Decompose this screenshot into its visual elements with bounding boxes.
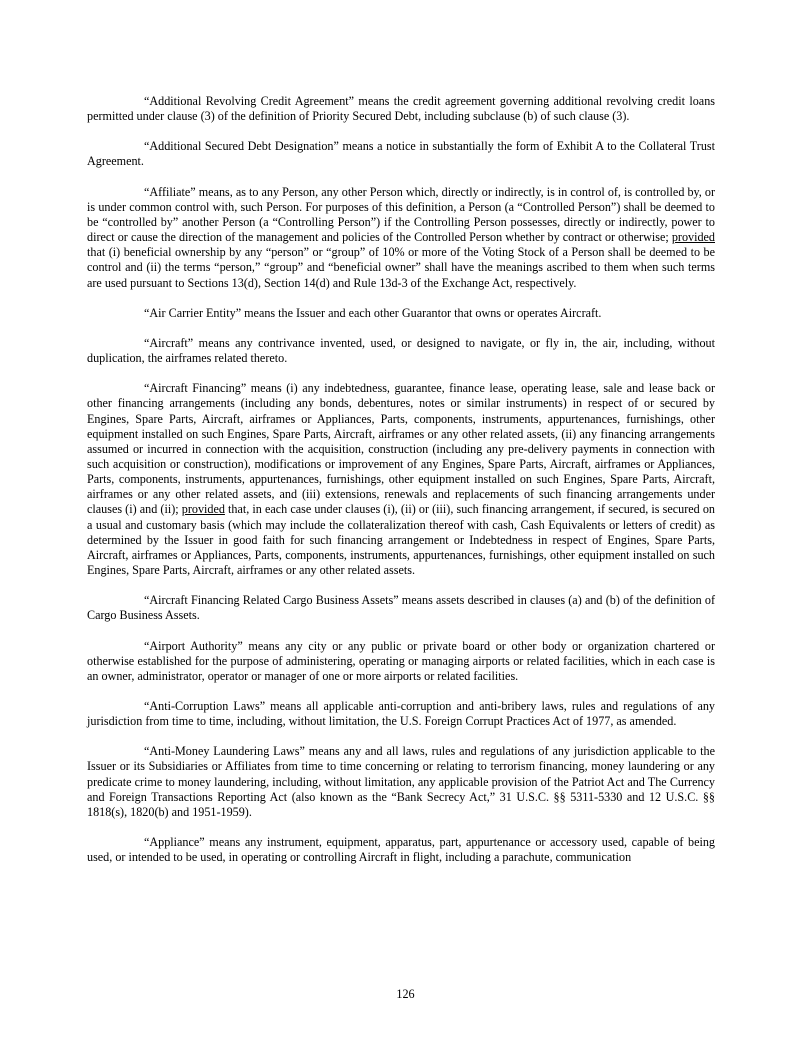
definition-aircraft: “Aircraft” means any contrivance invented, used, or designed to navigate, or fly in, the air, including, without duplication, the airframes related thereto. [87, 335, 715, 366]
definition-additional-revolving-credit-agreement: “Additional Revolving Credit Agreement” means the credit agreement governing additional revolving credit loans permitted under clause (3) of the definition of Priority Secured Debt, including subclause (b) of such clause (3). [87, 94, 715, 124]
definition-additional-secured-debt-designation: “Additional Secured Debt Designation” means a notice in substantially the form of Exhibit A to the Collateral Trust Agreement. [87, 139, 715, 169]
provided-underline: provided [671, 230, 715, 245]
provided-underline: provided [181, 502, 225, 517]
definition-affiliate [87, 185, 715, 291]
definition-aircraft-financing-related-cargo-business-assets: “Aircraft Financing Related Cargo Business Assets” means assets described in clauses (a) and (b) of the definition of Cargo Business Assets. [87, 593, 715, 623]
definition-aircraft-financing-part-b: that, in each case under clauses (i), (ii) or (iii), such financing arrangement, if secured, is secured on a usual and customary basis (which may include the collateralization thereof with cash, Cash Equivalents or letters of credit) as determined by the Issuer in good faith for such financing arrangement or Indebtedness in respect of Engines, Spare Parts, Aircraft, airframes or Appliances, Parts, components, instruments, appurtenances, furnishings, other equipment installed on such Engines, Spare Parts, Aircraft, airframes or any other related assets. [87, 502, 715, 578]
definition-anti-money-laundering-laws: “Anti-Money Laundering Laws” means any and all laws, rules and regulations of any jurisdiction applicable to the Issuer or its Subsidiaries or Affiliates from time to time concerning or relating to terrorism financing, money laundering or any predicate crime to money laundering, including, without limitation, any applicable provision of the Patriot Act and The Currency and Foreign Transactions Reporting Act (also known as the “Bank Secrecy Act,” 31 U.S.C. §§ 5311-5330 and 12 U.S.C. §§ 1818(s), 1820(b) and 1951-1959). [87, 744, 715, 819]
definition-airport-authority: “Airport Authority” means any city or any public or private board or other body or organization chartered or otherwise established for the purpose of administering, operating or managing airports or related facilities, which in each case is an owner, administrator, operator or manager of one or more airports or related facilities. [87, 638, 715, 683]
document-body [87, 94, 715, 880]
definition-affiliate-part-a: “Affiliate” means, as to any Person, any other Person which, directly or indirectly, is in control of, is controlled by, or is under common control with, such Person. For purposes of this definition, a Person (a “Controlled Person”) shall be deemed to be “controlled by” another Person (a “Controlling Person”) if the Controlling Person possesses, directly or indirectly, power to direct or cause the direction of the management and policies of the Controlled Person whether by contract or otherwise; [87, 184, 715, 245]
definition-aircraft-financing-part-a: “Aircraft Financing” means (i) any indebtedness, guarantee, finance lease, operating lease, sale and lease back or other financing arrangements (including any bonds, debentures, notes or similar instruments) in respect of or secured by Engines, Spare Parts, Aircraft, airframes or Appliances, Parts, components, instruments, appurtenances, furnishings, other equipment installed on such Engines, Spare Parts, Aircraft, airframes or any other related assets, (ii) any financing arrangements assumed or incurred in connection with the acquisition, construction (including any pre-delivery payments in connection with such acquisition or construction), modifications or improvement of any Engines, Spare Parts, Aircraft, airframes or Appliances, Parts, components, instruments, appurtenances, furnishings, other equipment installed on such Engines, Spare Parts, Aircraft, airframes or any other related assets, and (iii) extensions, renewals and replacements of such financing arrangements under clauses (i) and (ii); [87, 381, 715, 517]
page-number: 126 [396, 987, 415, 1001]
definition-aircraft-financing [87, 381, 715, 578]
definition-air-carrier-entity: “Air Carrier Entity” means the Issuer and each other Guarantor that owns or operates Aircraft. [144, 305, 602, 320]
definition-affiliate-part-b: that (i) beneficial ownership by any “person” or “group” of 10% or more of the Voting Stock of a Person shall be deemed to be control and (ii) the terms “person,” “group” and “beneficial owner” shall have the meanings ascribed to them when such terms are used pursuant to Sections 13(d), Section 14(d) and Rule 13d-3 of the Exchange Act, respectively. [87, 245, 715, 290]
definition-appliance: “Appliance” means any instrument, equipment, apparatus, part, appurtenance or accessory used, capable of being used, or intended to be used, in operating or controlling Aircraft in flight, including a parachute, communication [87, 835, 715, 865]
definition-anti-corruption-laws: “Anti-Corruption Laws” means all applicable anti-corruption and anti-bribery laws, rules and regulations of any jurisdiction from time to time, including, without limitation, the U.S. Foreign Corrupt Practices Act of 1977, as amended. [87, 699, 715, 729]
